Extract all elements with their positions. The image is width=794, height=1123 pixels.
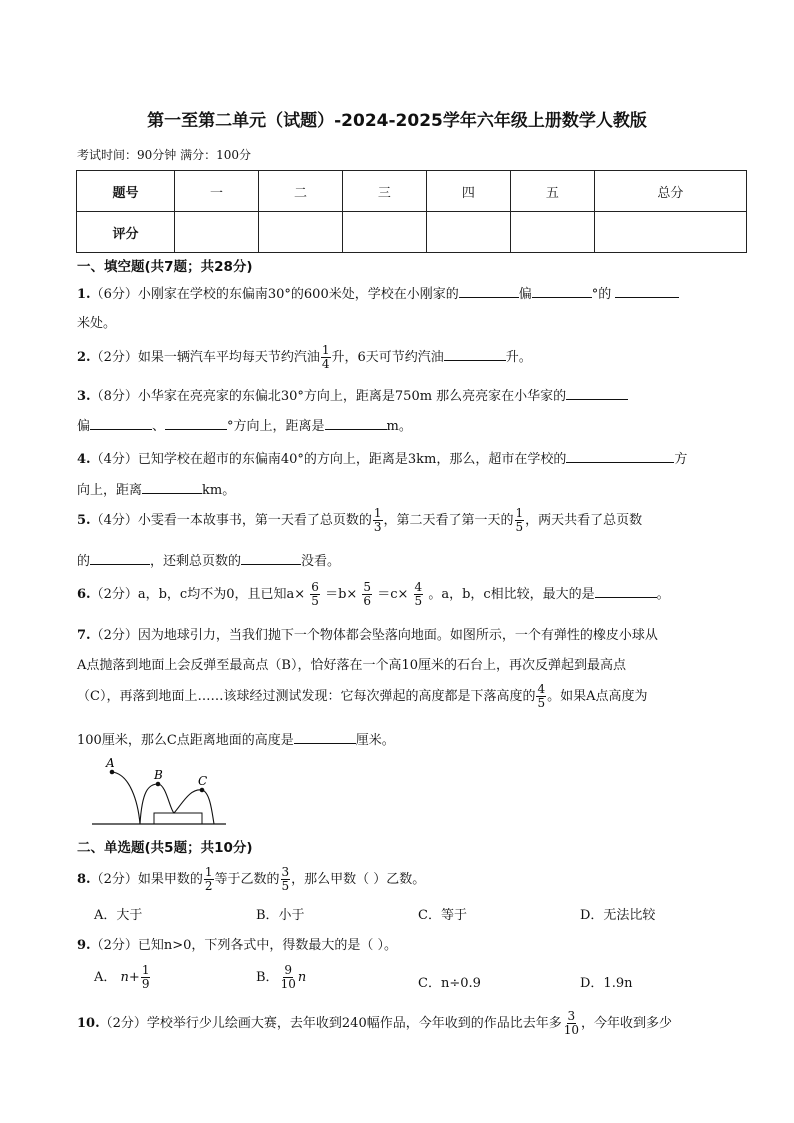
question-number: 6. [77, 587, 91, 602]
question-number: 9. [77, 938, 91, 953]
question-text: ，两天共看了总页数 [525, 513, 643, 528]
fraction-denominator: 5 [281, 879, 290, 893]
question-text: ，那么甲数（ ）乙数。 [291, 872, 426, 887]
question-7-line4 [77, 729, 395, 748]
fraction-numerator: 1 [141, 963, 150, 977]
answer-blank[interactable] [444, 348, 506, 361]
fraction-denominator: 5 [537, 696, 546, 710]
fraction-numerator: 1 [515, 506, 524, 520]
fraction [141, 964, 151, 991]
question-text: 。如果A点高度为 [547, 689, 648, 704]
fraction-numerator: 4 [537, 682, 546, 696]
question-number: 3. [77, 389, 91, 404]
fraction-numerator: 3 [567, 1009, 576, 1023]
question-text: 已知学校在超市的东偏南40°的方向上，距离是3km，那么，超市在学校的 [137, 452, 567, 467]
fraction-denominator: 4 [321, 357, 330, 371]
score-cell: 三 [342, 171, 426, 212]
question-2 [77, 344, 532, 371]
fraction [563, 1010, 580, 1037]
answer-blank[interactable] [459, 285, 519, 298]
page-title: 第一至第二单元（试题）-2024-2025学年六年级上册数学人教版 [147, 111, 647, 131]
question-number: 2. [77, 350, 91, 365]
question-text: ＝b× [325, 587, 358, 602]
answer-blank[interactable] [90, 417, 152, 430]
fraction-denominator: 5 [414, 594, 423, 608]
grade-cell[interactable] [342, 212, 426, 253]
question-5-cont [77, 550, 340, 569]
question-text: ＝c× [377, 587, 409, 602]
fraction-numerator: 1 [204, 865, 213, 879]
score-cell: 评分 [77, 212, 175, 253]
point-c-dot [200, 788, 205, 793]
question-7 [77, 624, 658, 643]
score-cell: 题号 [77, 171, 175, 212]
option-c[interactable]: C．等于 [418, 908, 467, 923]
question-text: a，b，c均不为0，且已知a× [137, 587, 306, 602]
score-table-grade-row [77, 212, 747, 253]
question-number: 8. [77, 872, 91, 887]
option-d[interactable]: D．1.9n [580, 976, 633, 991]
question-text: 如果甲数的 [137, 872, 203, 887]
answer-blank[interactable] [615, 285, 679, 298]
question-text: 升。 [505, 350, 532, 365]
question-text: 等于乙数的 [214, 872, 280, 887]
answer-blank[interactable] [294, 731, 356, 744]
score-cell: 总分 [594, 171, 746, 212]
fraction-numerator: 4 [414, 580, 423, 594]
question-6 [77, 581, 670, 608]
question-text: m。 [386, 419, 412, 434]
stone-platform [154, 813, 202, 824]
question-text: 米处。 [77, 316, 117, 331]
question-3-cont [77, 415, 412, 434]
score-cell: 二 [258, 171, 342, 212]
option-c[interactable]: C．n÷0.9 [418, 976, 481, 991]
question-score: （2分） [90, 587, 138, 602]
question-4 [77, 448, 687, 467]
fraction-denominator: 10 [563, 1023, 580, 1037]
fraction [373, 507, 383, 534]
question-text: 的 [77, 554, 91, 569]
question-7-line3 [77, 683, 647, 710]
question-text: 因为地球引力，当我们抛下一个物体都会坠落向地面。如图所示，一个有弹性的橡皮小球从 [137, 628, 658, 643]
fraction-denominator: 2 [204, 879, 213, 893]
answer-blank[interactable] [566, 450, 674, 463]
fraction-numerator: 3 [281, 865, 290, 879]
fraction [414, 581, 424, 608]
fraction [281, 866, 291, 893]
section-heading-single-choice: 二、单选题(共5题；共10分) [77, 840, 253, 856]
fraction-denominator: 5 [515, 520, 524, 534]
section-heading-fill-in: 一、填空题(共7题；共28分) [77, 259, 253, 275]
question-text: 。 [656, 587, 670, 602]
question-1-cont [77, 312, 116, 331]
question-text: 厘米。 [355, 733, 395, 748]
question-text: 100厘米，那么C点距离地面的高度是 [77, 733, 294, 748]
fraction-numerator: 1 [373, 506, 382, 520]
question-text: 没看。 [301, 554, 341, 569]
score-table-header-row [77, 171, 747, 212]
question-score: （2分） [90, 628, 138, 643]
answer-blank[interactable] [595, 585, 657, 598]
question-8 [77, 866, 425, 893]
grade-cell[interactable] [258, 212, 342, 253]
option-b[interactable]: B．小于 [256, 908, 305, 923]
answer-blank[interactable] [90, 552, 150, 565]
fraction [280, 964, 297, 991]
fraction-denominator: 3 [373, 520, 382, 534]
question-5 [77, 507, 642, 534]
fraction-numerator: 5 [363, 580, 372, 594]
option-a[interactable]: A．大于 [94, 908, 143, 923]
fraction-denominator: 6 [363, 594, 372, 608]
question-score: （6分） [90, 287, 138, 302]
question-text: 如果一辆汽车平均每天节约汽油 [137, 350, 320, 365]
question-score: （2分） [90, 872, 138, 887]
fraction [321, 344, 331, 371]
bouncing-ball-figure [90, 752, 230, 830]
grade-cell[interactable] [175, 212, 259, 253]
question-text: ，还剩总页数的 [150, 554, 242, 569]
option-d[interactable]: D．无法比较 [580, 908, 656, 923]
option-label: A． [94, 970, 117, 985]
question-text: 、 [152, 419, 166, 434]
math-variable: n [297, 970, 307, 985]
label-a: A [106, 756, 115, 770]
question-4-cont [77, 479, 235, 498]
question-9 [77, 934, 397, 953]
question-text: km。 [202, 483, 236, 498]
math-operator: + [128, 970, 140, 985]
question-text: 小华家在亮亮家的东偏北30°方向上，距离是750m 那么亮亮家在小华家的 [137, 389, 567, 404]
question-text: 偏 [518, 287, 532, 302]
answer-blank[interactable] [566, 387, 628, 400]
question-text: 升，6天可节约汽油 [331, 350, 444, 365]
answer-blank[interactable] [241, 552, 301, 565]
fraction-denominator: 5 [311, 594, 319, 608]
question-text: （C），再落到地面上……该球经过测试发现：它每次弹起的高度都是下落高度的 [77, 689, 536, 704]
question-text: 方 [674, 452, 688, 467]
exam-meta: 考试时间：90分钟 满分：100分 [77, 148, 251, 162]
fraction [310, 581, 320, 608]
fraction-numerator: 6 [311, 580, 319, 594]
point-b-dot [156, 782, 161, 787]
score-table [76, 170, 747, 253]
math-variable: n [120, 970, 129, 985]
question-1 [77, 283, 679, 302]
answer-blank[interactable] [142, 481, 202, 494]
fraction [536, 683, 546, 710]
score-cell: 五 [510, 171, 594, 212]
question-number: 7. [77, 628, 91, 643]
option-label: B． [256, 970, 279, 985]
grade-cell[interactable] [594, 212, 746, 253]
question-score: （4分） [90, 513, 138, 528]
question-text: 已知n>0，下列各式中，得数最大的是（ ）。 [137, 938, 398, 953]
answer-blank[interactable] [325, 417, 387, 430]
question-score: （2分） [90, 350, 138, 365]
question-number: 10. [77, 1016, 100, 1031]
question-number: 1. [77, 287, 91, 302]
grade-cell[interactable] [510, 212, 594, 253]
fraction-numerator: 1 [321, 343, 330, 357]
question-3 [77, 385, 628, 404]
fraction-numerator: 9 [284, 963, 293, 977]
question-text: 向上，距离 [77, 483, 143, 498]
question-text: 学校举行少儿绘画大赛，去年收到240幅作品，今年收到的作品比去年多 [146, 1016, 562, 1031]
question-score: （8分） [90, 389, 138, 404]
fraction [204, 866, 214, 893]
label-c: C [198, 774, 208, 788]
fraction-denominator: 9 [141, 977, 150, 991]
question-text: 偏 [77, 419, 91, 434]
question-number: 4. [77, 452, 91, 467]
grade-cell[interactable] [426, 212, 510, 253]
fraction-denominator: 10 [280, 977, 296, 991]
score-cell: 四 [426, 171, 510, 212]
score-cell: 一 [175, 171, 259, 212]
question-text: ，第二天看了第一天的 [383, 513, 514, 528]
question-number: 5. [77, 513, 91, 528]
question-10 [77, 1010, 672, 1037]
question-score: （2分） [99, 1016, 147, 1031]
question-score: （4分） [90, 452, 138, 467]
fraction [515, 507, 525, 534]
question-text: °的 [591, 287, 612, 302]
question-text: °方向上，距离是 [227, 419, 325, 434]
question-text: 小刚家在学校的东偏南30°的600米处，学校在小刚家的 [137, 287, 459, 302]
option-b[interactable] [256, 964, 306, 991]
question-text: A点抛落到地面上会反弹至最高点（B），恰好落在一个高10厘米的石台上，再次反弹起到最高点 [77, 658, 626, 673]
label-b: B [154, 768, 163, 782]
question-text: ，今年收到多少 [581, 1016, 673, 1031]
answer-blank[interactable] [532, 285, 592, 298]
question-text: 。a，b，c相比较，最大的是 [428, 587, 595, 602]
option-a[interactable] [94, 964, 151, 991]
question-7-line2 [77, 654, 626, 673]
question-text: 小雯看一本故事书，第一天看了总页数的 [137, 513, 372, 528]
fraction [362, 581, 372, 608]
question-score: （2分） [90, 938, 138, 953]
answer-blank[interactable] [165, 417, 227, 430]
point-a-dot [110, 770, 115, 775]
